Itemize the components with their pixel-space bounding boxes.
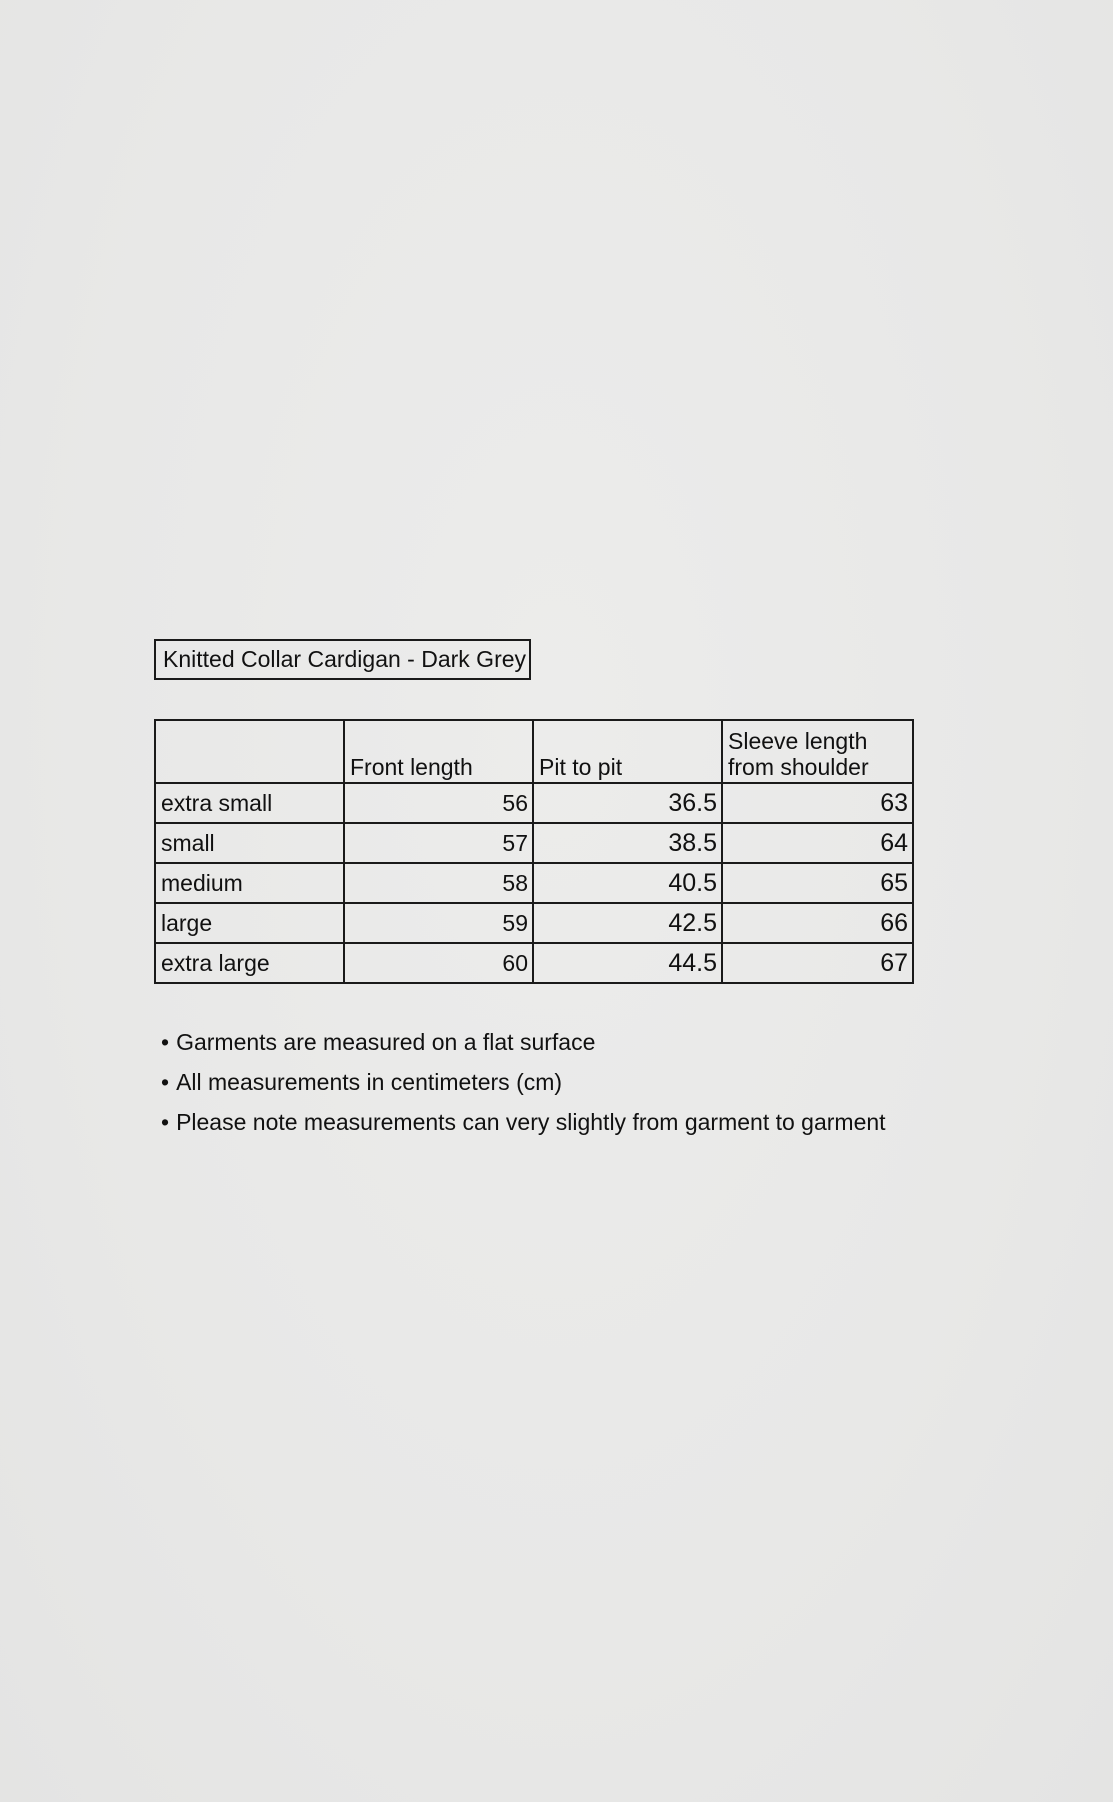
sleeve-length-value: 64 — [722, 823, 913, 863]
size-label: medium — [155, 863, 344, 903]
header-empty-cell — [155, 720, 344, 783]
pit-to-pit-value: 42.5 — [533, 903, 722, 943]
size-label: small — [155, 823, 344, 863]
measurement-notes — [161, 1024, 886, 1144]
front-length-value: 59 — [344, 903, 533, 943]
table-header-row — [155, 720, 913, 783]
sleeve-length-value: 66 — [722, 903, 913, 943]
front-length-value: 56 — [344, 783, 533, 823]
pit-to-pit-value: 36.5 — [533, 783, 722, 823]
sleeve-length-value: 65 — [722, 863, 913, 903]
size-label: extra large — [155, 943, 344, 983]
note-item: • Garments are measured on a flat surface — [161, 1024, 886, 1064]
size-label: large — [155, 903, 344, 943]
table-row — [155, 783, 913, 823]
front-length-value: 58 — [344, 863, 533, 903]
header-sleeve-length: Sleeve length from shoulder — [722, 720, 913, 783]
header-pit-to-pit: Pit to pit — [533, 720, 722, 783]
size-chart-table — [154, 719, 914, 984]
table-row — [155, 943, 913, 983]
note-item: • Please note measurements can very slightly from garment to garment — [161, 1104, 886, 1144]
front-length-value: 57 — [344, 823, 533, 863]
product-title: Knitted Collar Cardigan - Dark Grey — [154, 639, 531, 680]
note-item: • All measurements in centimeters (cm) — [161, 1064, 886, 1104]
pit-to-pit-value: 40.5 — [533, 863, 722, 903]
size-label: extra small — [155, 783, 344, 823]
header-front-length: Front length — [344, 720, 533, 783]
front-length-value: 60 — [344, 943, 533, 983]
pit-to-pit-value: 38.5 — [533, 823, 722, 863]
sleeve-length-value: 67 — [722, 943, 913, 983]
sleeve-length-value: 63 — [722, 783, 913, 823]
table-row — [155, 823, 913, 863]
table-row — [155, 903, 913, 943]
pit-to-pit-value: 44.5 — [533, 943, 722, 983]
table-row — [155, 863, 913, 903]
